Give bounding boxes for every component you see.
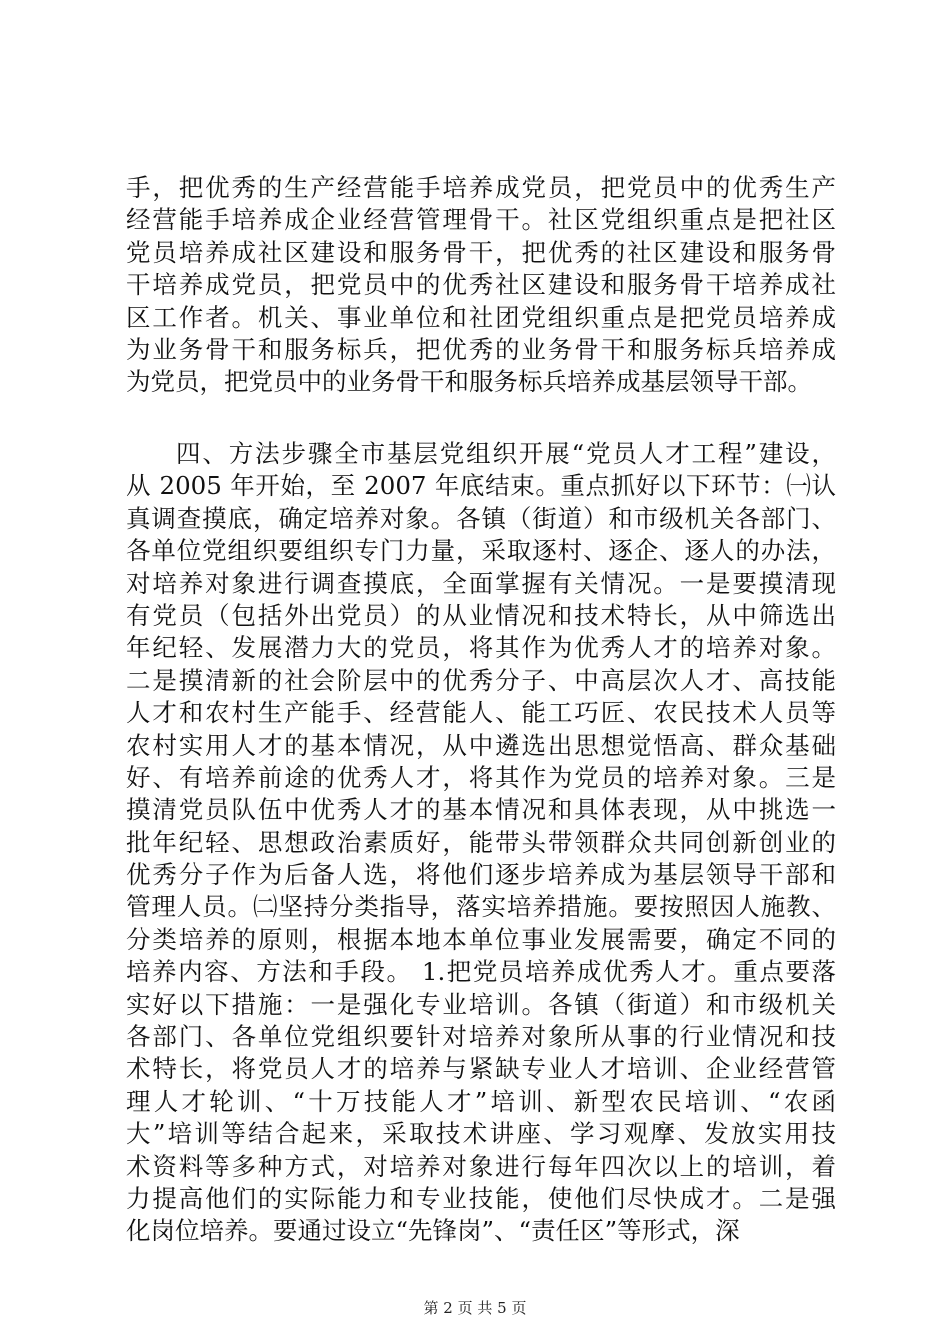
text-line: 经营能手培养成企业经营管理骨干。社区党组织重点是把社区 xyxy=(126,205,836,235)
text-line: 理人才轮训、“十万技能人才”培训、新型农民培训、“农函 xyxy=(126,1086,836,1116)
text-line: 培养内容、方法和手段。 1.把党员培养成优秀人才。重点要落 xyxy=(126,957,836,987)
text-line: 年纪轻、发展潜力大的党员，将其作为优秀人才的培养对象。 xyxy=(126,633,836,663)
text-line: 手，把优秀的生产经营能手培养成党员，把党员中的优秀生产 xyxy=(126,173,836,202)
paragraph-1 xyxy=(126,172,836,399)
paragraph-2 xyxy=(126,438,836,1248)
text-line: 有党员（包括外出党员）的从业情况和技术特长，从中筛选出 xyxy=(126,600,836,630)
text-line: 二是摸清新的社会阶层中的优秀分子、中高层次人才、高技能 xyxy=(126,665,836,695)
text-line: 为党员，把党员中的业务骨干和服务标兵培养成基层领导干部。 xyxy=(126,367,812,397)
text-line: 术资料等多种方式，对培养对象进行每年四次以上的培训，着 xyxy=(126,1151,836,1181)
text-line: 大”培训等结合起来，采取技术讲座、学习观摩、发放实用技 xyxy=(126,1119,836,1149)
text-line: 对培养对象进行调查摸底，全面掌握有关情况。一是要摸清现 xyxy=(126,568,836,598)
text-line: 农村实用人才的基本情况，从中遴选出思想觉悟高、群众基础 xyxy=(126,730,836,760)
text-line: 区工作者。机关、事业单位和社团党组织重点是把党员培养成 xyxy=(126,302,836,332)
text-line: 化岗位培养。要通过设立“先锋岗”、“责任区”等形式，深 xyxy=(126,1216,740,1246)
text-line: 管理人员。㈡坚持分类指导，落实培养措施。要按照因人施教、 xyxy=(126,892,836,922)
text-line: 从 2005 年开始，至 2007 年底结束。重点抓好以下环节：㈠认 xyxy=(126,471,836,501)
text-line: 四、方法步骤全市基层党组织开展“党员人才工程”建设， xyxy=(176,439,836,468)
text-line: 各部门、各单位党组织要针对培养对象所从事的行业情况和技 xyxy=(126,1022,836,1052)
page-footer: 第 2 页 共 5 页 xyxy=(423,1299,527,1317)
text-line: 党员培养成社区建设和服务骨干，把优秀的社区建设和服务骨 xyxy=(126,237,836,267)
text-line: 实好以下措施：一是强化专业培训。各镇（街道）和市级机关 xyxy=(126,989,836,1019)
text-line: 批年纪轻、思想政治素质好，能带头带领群众共同创新创业的 xyxy=(126,827,836,857)
text-line: 好、有培养前途的优秀人才，将其作为党员的培养对象。三是 xyxy=(126,762,836,792)
text-line: 人才和农村生产能手、经营能人、能工巧匠、农民技术人员等 xyxy=(126,698,836,728)
text-line: 力提高他们的实际能力和专业技能，使他们尽快成才。二是强 xyxy=(126,1183,836,1213)
text-line: 分类培养的原则，根据本地本单位事业发展需要，确定不同的 xyxy=(126,924,836,954)
text-line: 术特长，将党员人才的培养与紧缺专业人才培训、企业经营管 xyxy=(126,1054,836,1084)
text-line: 干培养成党员，把党员中的优秀社区建设和服务骨干培养成社 xyxy=(126,270,836,300)
text-line: 真调查摸底，确定培养对象。各镇（街道）和市级机关各部门、 xyxy=(126,503,836,533)
text-line: 为业务骨干和服务标兵，把优秀的业务骨干和服务标兵培养成 xyxy=(126,334,836,364)
text-line: 各单位党组织要组织专门力量，采取逐村、逐企、逐人的办法， xyxy=(126,536,836,566)
text-line: 摸清党员队伍中优秀人才的基本情况和具体表现，从中挑选一 xyxy=(126,795,836,825)
text-line: 优秀分子作为后备人选，将他们逐步培养成为基层领导干部和 xyxy=(126,860,836,890)
